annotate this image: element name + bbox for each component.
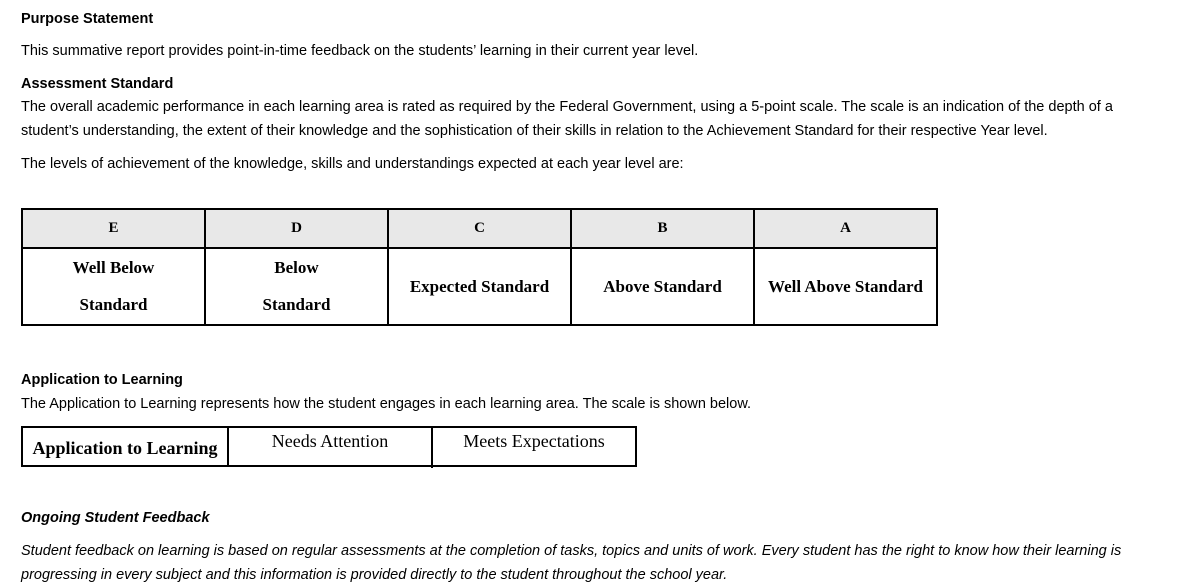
scale-option-needs-attention: Needs Attention <box>229 428 433 468</box>
levels-intro-text: The levels of achievement of the knowledge, skills and understandings expected at each year level are: <box>21 156 684 172</box>
descriptor-row <box>22 248 937 325</box>
assessment-heading: Assessment Standard <box>21 76 174 92</box>
grade-cell-b: B <box>571 209 754 248</box>
feedback-heading: Ongoing Student Feedback <box>21 510 210 526</box>
descriptor-cell-d <box>205 248 388 325</box>
purpose-text: This summative report provides point-in-time feedback on the students’ learning in their current year level. <box>21 43 699 59</box>
descriptor-e-line1: Well Below <box>72 258 155 277</box>
grade-cell-e: E <box>22 209 205 248</box>
feedback-text: Student feedback on learning is based on regular assessments at the completion of tasks, topics and units of work. Every student has the right to know how their learning is progressing in every subject and this information is provided directly to the student throughout the school year. <box>21 543 1122 583</box>
descriptor-cell-b: Above Standard <box>571 248 754 325</box>
application-scale-label: Application to Learning <box>23 428 229 467</box>
purpose-heading: Purpose Statement <box>21 11 154 27</box>
descriptor-cell-e <box>22 248 205 325</box>
application-text: The Application to Learning represents how the student engages in each learning area. The scale is shown below. <box>21 396 752 412</box>
scale-option-meets-expectations: Meets Expectations <box>463 431 605 451</box>
application-heading: Application to Learning <box>21 372 183 388</box>
descriptor-cell-a: Well Above Standard <box>754 248 937 325</box>
descriptor-cell-c: Expected Standard <box>388 248 571 325</box>
grade-row <box>22 209 937 248</box>
application-scale <box>21 426 637 467</box>
grade-cell-d: D <box>205 209 388 248</box>
descriptor-e-line2: Standard <box>79 295 148 314</box>
descriptor-d-line1: Below <box>274 258 319 277</box>
descriptor-d-line2: Standard <box>262 295 331 314</box>
grade-cell-a: A <box>754 209 937 248</box>
assessment-text: The overall academic performance in each learning area is rated as required by the Federal Government, using a 5-point scale. The scale is an indication of the depth of a student’s understanding, the extent of their knowledge and the sophistication of their skills in relation to the Achievement Standard for their respective Year level. <box>21 99 1113 139</box>
grade-cell-c: C <box>388 209 571 248</box>
achievement-table <box>21 208 938 326</box>
